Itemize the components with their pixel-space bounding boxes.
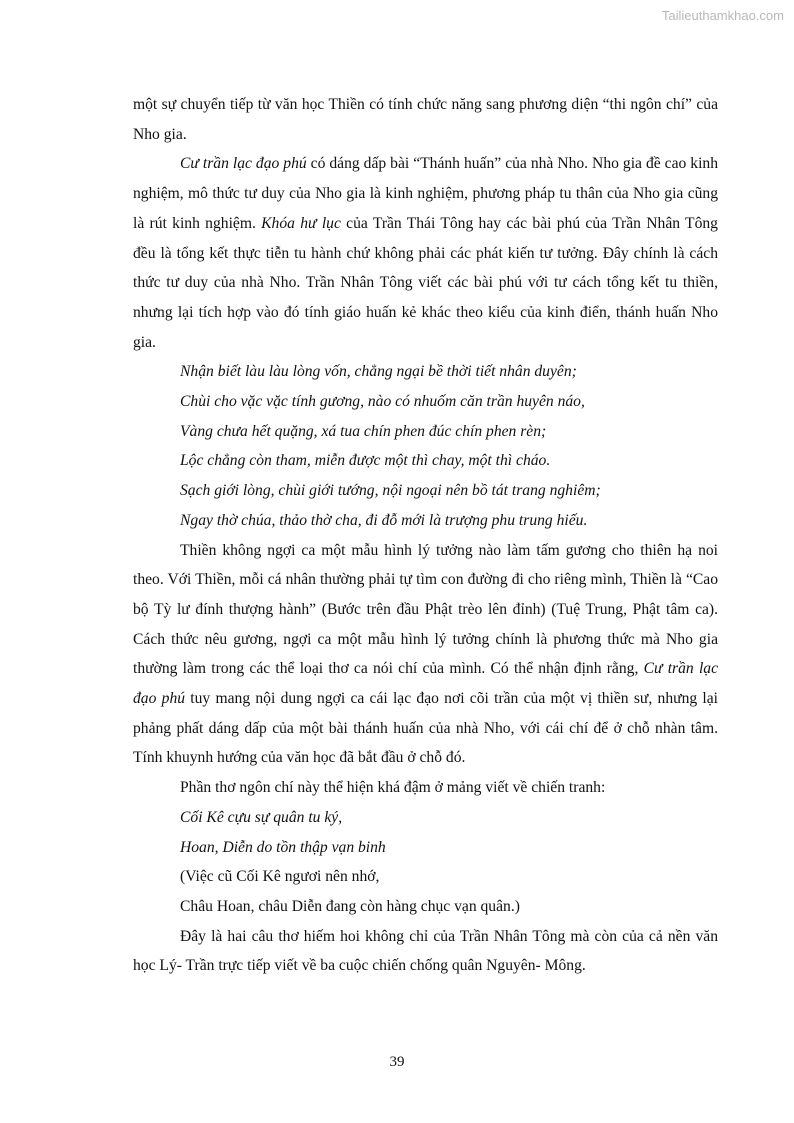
paragraph-2-text-1: có dáng dấp bài “Thánh huấn” của nhà Nho. Nho gia đề cao kinh nghiệm, mô thức tư duy của Nho gia là kinh nghiệm, phương pháp tu thân của Nho gia cũng là rút kinh nghiệm. bbox=[133, 155, 718, 232]
paragraph-1: một sự chuyển tiếp từ văn học Thiền có tính chức năng sang phương diện “thi ngôn chí” của Nho gia. bbox=[133, 96, 718, 143]
verse-line: Vàng chưa hết quặng, xá tua chín phen đúc chín phen rèn; bbox=[180, 422, 547, 440]
verse-line: Cối Kê cựu sự quân tu ký, bbox=[180, 808, 343, 826]
paragraph-4: Phần thơ ngôn chí này thể hiện khá đậm ở mảng viết về chiến tranh: bbox=[180, 779, 606, 797]
work-title: Cư trần lạc đạo phú bbox=[133, 660, 718, 708]
work-title: Cư trần lạc đạo phú bbox=[180, 155, 307, 173]
watermark: Tailieuthamkhao.com bbox=[661, 8, 784, 23]
paragraph-3 bbox=[133, 536, 718, 774]
verse-block-1 bbox=[133, 357, 718, 535]
verse-line: Sạch giới lòng, chùi giới tướng, nội ngoại nên bồ tát trang nghiêm; bbox=[180, 482, 601, 500]
verse-translation-line: (Việc cũ Cối Kê ngươi nên nhớ, bbox=[180, 868, 380, 886]
paragraph-2 bbox=[133, 149, 718, 357]
page-body bbox=[133, 90, 718, 981]
verse-translation-line: Châu Hoan, châu Diễn đang còn hàng chục vạn quân.) bbox=[180, 897, 520, 915]
paragraph-3-text-1: Thiền không ngợi ca một mẫu hình lý tưởng nào làm tấm gương cho thiên hạ noi theo. Với Thiền, mỗi cá nhân thường phải tự tìm con đường đi cho riêng mình, Thiền là “Cao bộ Tỳ lư đính thượng hành” (Bước trên đầu Phật trèo lên đỉnh) (Tuệ Trung, Phật tâm ca). Cách thức nêu gương, ngợi ca một mẫu hình lý tưởng chính là phương thức mà Nho gia thường làm trong các thể loại thơ ca nói chí của mình. Có thể nhận định rằng, bbox=[133, 541, 718, 678]
verse-line: Ngay thờ chúa, thảo thờ cha, đi đỗ mới là trượng phu trung hiếu. bbox=[180, 511, 588, 529]
verse-line: Chùi cho vặc vặc tính gương, nào có nhuốm căn trần huyên náo, bbox=[180, 393, 585, 411]
paragraph-2-text-2: của Trần Thái Tông hay các bài phú của Trần Nhân Tông đều là tổng kết thực tiễn tu hành chứ không phải các phát kiến tư tưởng. Đây chính là cách thức tư duy của nhà Nho. Trần Nhân Tông viết các bài phú với tư cách tổng kết tu thiền, nhưng lại tích hợp vào đó tính giáo huấn kẻ khác theo kiểu của kinh điển, thánh huấn Nho gia. bbox=[133, 214, 718, 351]
verse-block-2 bbox=[133, 803, 718, 922]
paragraph-5: Đây là hai câu thơ hiếm hoi không chỉ của Trần Nhân Tông mà còn của cả nền văn học Lý- Trần trực tiếp viết về ba cuộc chiến chống quân Nguyên- Mông. bbox=[133, 927, 718, 975]
verse-line: Nhận biết làu làu lòng vốn, chẳng ngại bề thời tiết nhân duyên; bbox=[180, 363, 577, 381]
work-title: Khóa hư lục bbox=[261, 214, 341, 232]
verse-line: Hoan, Diễn do tồn thập vạn binh bbox=[180, 838, 386, 856]
verse-line: Lộc chẳng còn tham, miễn được một thì chay, một thì cháo. bbox=[180, 452, 551, 470]
paragraph-3-text-2: tuy mang nội dung ngợi ca cái lạc đạo nơi cõi trần của một vị thiền sư, nhưng lại phảng phất dáng dấp của một bài thánh huấn của nhà Nho, với cái chí để ở chỗ nhàn tâm. Tính khuynh hướng của văn học đã bắt đầu ở chỗ đó. bbox=[133, 690, 719, 767]
page-number: 39 bbox=[389, 1054, 405, 1070]
